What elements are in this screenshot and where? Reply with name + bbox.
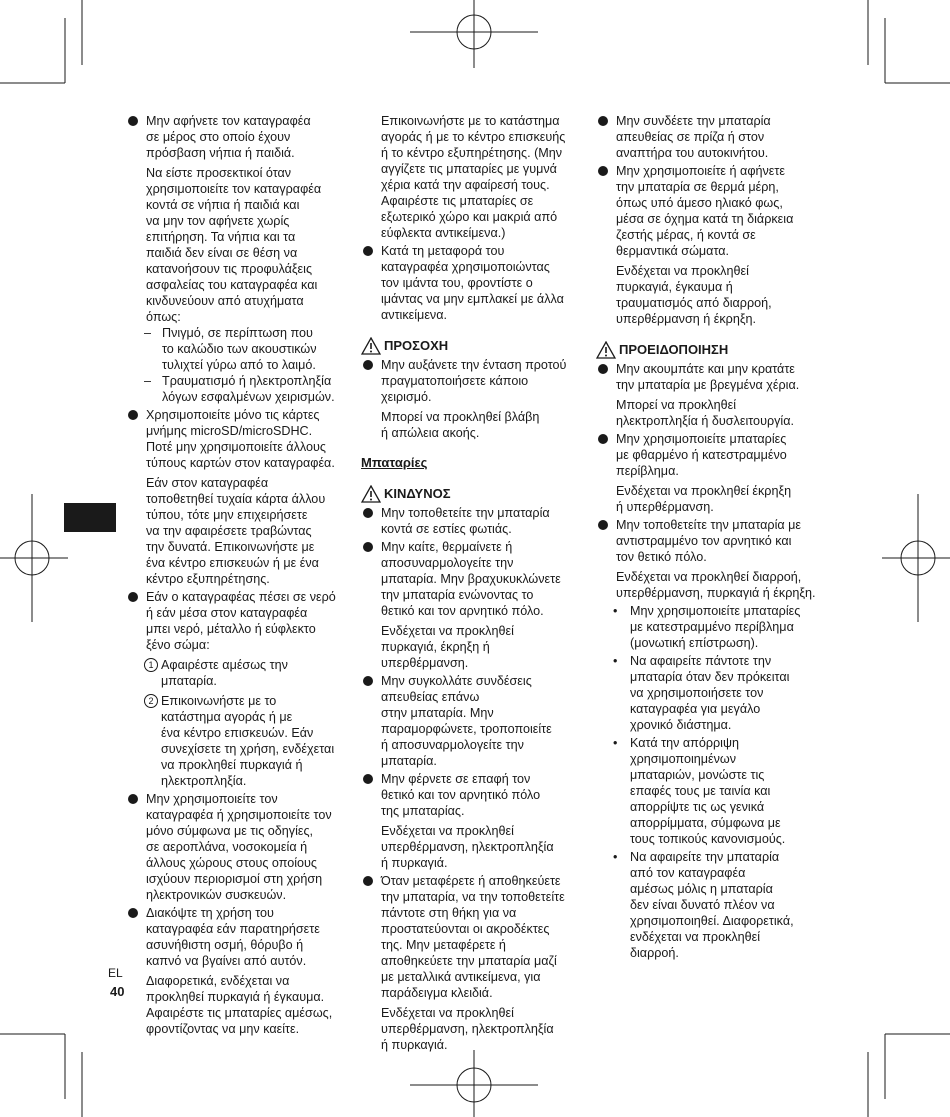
text-line: μπαταρία. Μην βραχυκυκλώνετε	[381, 572, 561, 586]
text-line: πυρκαγιά, έκρηξη ή	[381, 640, 490, 654]
text-line: Ενδέχεται να προκληθεί	[381, 1006, 514, 1020]
text-line: κατανοήσουν τις προφυλάξεις	[146, 262, 313, 276]
paragraph	[126, 165, 348, 325]
column-2	[361, 113, 583, 1053]
text-line: χέρια κατά την αφαίρεσή τους.	[381, 178, 550, 192]
registration-mark-bottom	[410, 1050, 538, 1117]
text-line: θετικό και τον αρνητικό πόλο.	[381, 604, 544, 618]
text-line: Μπορεί να προκληθεί	[616, 398, 737, 412]
text-line: ή υπερθέρμανση.	[616, 500, 714, 514]
text-line: κατάστημα αγοράς ή με	[161, 710, 293, 724]
text-line: αποσυναρμολογείτε την	[381, 556, 514, 570]
text-line: την μπαταρία με βρεγμένα χέρια.	[616, 378, 800, 392]
bullet-item	[126, 791, 348, 903]
text-line: τοποθετηθεί τυχαία κάρτα άλλου	[146, 492, 326, 506]
text-line: ισχύουν περιορισμοί στη χρήση	[146, 872, 323, 886]
text-line: καπνό να βγαίνει από αυτόν.	[146, 954, 307, 968]
bullet-item	[596, 361, 822, 393]
text-line: μπαταρία.	[381, 754, 437, 768]
text-line: τυλιχτεί γύρω από το λαιμό.	[162, 358, 316, 372]
text-line: τους τοπικούς κανονισμούς.	[630, 832, 786, 846]
text-line: καταγραφέα χρησιμοποιώντας	[381, 260, 550, 274]
text-line: Αφαιρέστε αμέσως την	[161, 658, 288, 672]
bullet-item	[361, 873, 583, 1001]
text-line: Μην αφήνετε τον καταγραφέα	[146, 114, 311, 128]
step-number: 1	[144, 658, 158, 672]
text-line: Χρησιμοποιείτε μόνο τις κάρτες	[146, 408, 320, 422]
page-number: 40	[110, 984, 125, 999]
text-line: τραυματισμός από διαρροή,	[616, 296, 772, 310]
step-number: 2	[144, 694, 158, 708]
text-line: Ενδέχεται να προκληθεί	[381, 824, 514, 838]
text-line: υπερθέρμανση, ηλεκτροπληξία	[381, 1022, 554, 1036]
text-line: υπερθέρμανση ή έκρηξη.	[616, 312, 756, 326]
text-line: εξωτερικό χώρο και μακριά από	[381, 210, 558, 224]
danger-title: ΚΙΝΔΥΝΟΣ	[384, 486, 451, 501]
bullet-item	[361, 357, 583, 405]
text-line: ηλεκτροπληξία.	[161, 774, 247, 788]
text-line: της. Μην μεταφέρετε ή	[381, 938, 506, 952]
paragraph	[361, 623, 583, 671]
text-line: ζεστής μέρας, ή κοντά σε	[616, 228, 756, 242]
paragraph	[596, 483, 822, 515]
text-line: Να είστε προσεκτικοί όταν	[146, 166, 292, 180]
step-text	[161, 657, 348, 689]
text-line: προκληθεί πυρκαγιά ή έγκαυμα.	[146, 990, 325, 1004]
warning-title: ΠΡΟΕΙΔΟΠΟΙΗΣΗ	[619, 342, 729, 357]
text-line: Μην τοποθετείτε την μπαταρία με	[616, 518, 802, 532]
sub-bullet-item	[596, 603, 822, 651]
paragraph	[361, 113, 583, 241]
text-line: (μονωτική επίστρωση).	[630, 636, 759, 650]
text-line: δεν είναι δυνατό πλέον να	[630, 898, 775, 912]
bullet-item	[126, 589, 348, 653]
paragraph	[596, 569, 822, 601]
paragraph	[596, 397, 822, 429]
paragraph	[361, 1005, 583, 1053]
text-line: διαρροή.	[630, 946, 679, 960]
text-line: ιμάντας να μην εμπλακεί με άλλα	[381, 292, 564, 306]
text-line: απευθείας επάνω	[381, 690, 480, 704]
text-line: όπως υπό άμεσο ηλιακό φως,	[616, 196, 783, 210]
paragraph	[126, 973, 348, 1037]
text-line: Μην καίτε, θερμαίνετε ή	[381, 540, 513, 554]
text-line: Μην χρησιμοποιείτε τον	[146, 792, 278, 806]
text-line: ασυνήθιστη οσμή, θόρυβο ή	[146, 938, 304, 952]
text-line: Μην χρησιμοποιείτε ή αφήνετε	[616, 164, 785, 178]
text-line: Επικοινωνήστε με το κατάστημα	[381, 114, 560, 128]
paragraph	[596, 263, 822, 327]
text-line: κοντά σε νήπια ή παιδιά και	[146, 198, 300, 212]
column-1	[126, 113, 348, 1037]
text-line: χρησιμοποιημένων	[630, 752, 737, 766]
text-line: κινδυνεύουν από ατυχήματα	[146, 294, 304, 308]
text-line: θετικό και τον αρνητικό πόλο	[381, 788, 541, 802]
text-line: φροντίζοντας να μην καείτε.	[146, 1022, 300, 1036]
text-line: πρόσβαση νήπια ή παιδιά.	[146, 146, 295, 160]
text-line: παιδιά δεν είναι σε θέση να	[146, 246, 298, 260]
text-line: ή πυρκαγιά.	[381, 856, 448, 870]
step-text	[161, 693, 348, 789]
text-line: Κατά την απόρριψη	[630, 736, 739, 750]
text-line: ένα κέντρο επισκευών. Εάν	[161, 726, 314, 740]
text-line: χρησιμοποιηθεί. Διαφορετικά,	[630, 914, 794, 928]
registration-mark-left	[0, 494, 68, 622]
paragraph	[126, 475, 348, 587]
text-line: Μην χρησιμοποιείτε μπαταρίες	[630, 604, 801, 618]
text-line: πάντοτε στη θήκη για να	[381, 906, 517, 920]
text-line: απευθείας σε πρίζα ή στον	[616, 130, 765, 144]
text-line: Μην αυξάνετε την ένταση προτού	[381, 358, 567, 372]
text-line: μπαταριών, μονώστε τις	[630, 768, 765, 782]
text-line: όπως:	[146, 310, 181, 324]
text-line: Μην φέρνετε σε επαφή τον	[381, 772, 531, 786]
text-line: ενδέχεται να προκληθεί	[630, 930, 761, 944]
text-line: Τραυματισμό ή ηλεκτροπληξία	[162, 374, 332, 388]
text-line: αμέσως μόλις η μπαταρία	[630, 882, 773, 896]
caution-title: ΠΡΟΣΟΧΗ	[384, 338, 449, 353]
text-line: αντικείμενα.	[381, 308, 448, 322]
warning-heading	[596, 341, 822, 359]
text-line: αποθηκεύετε την μπαταρία μαζί	[381, 954, 557, 968]
text-line: υπερθέρμανση, ηλεκτροπληξία	[381, 840, 554, 854]
bullet-item	[596, 517, 822, 565]
sub-bullet-item	[596, 735, 822, 847]
bullet-item	[361, 243, 583, 323]
text-line: Επικοινωνήστε με το	[161, 694, 277, 708]
text-line: την μπαταρία σε θερμά μέρη,	[616, 180, 779, 194]
text-line: να μην τον αφήνετε χωρίς	[146, 214, 290, 228]
text-line: ξένο σώμα:	[146, 638, 210, 652]
text-line: παραμορφώνετε, τροποποιείτε	[381, 722, 552, 736]
text-line: άλλους χώρους στους οποίους	[146, 856, 317, 870]
text-line: χειρισμό.	[381, 390, 432, 404]
text-line: την μπαταρία, να την τοποθετείτε	[381, 890, 565, 904]
dash-item	[126, 373, 348, 405]
dash-item	[126, 325, 348, 373]
text-line: σε αεροπλάνα, νοσοκομεία ή	[146, 840, 308, 854]
text-line: πραγματοποιήσετε κάποιο	[381, 374, 529, 388]
registration-mark-right	[882, 494, 950, 622]
text-line: Να αφαιρείτε την μπαταρία	[630, 850, 780, 864]
text-line: Διακόψτε τη χρήση του	[146, 906, 274, 920]
numbered-step	[126, 657, 348, 689]
text-line: αναπτήρα του αυτοκινήτου.	[616, 146, 769, 160]
bullet-item	[126, 407, 348, 471]
text-line: μπει νερό, μέταλλο ή εύφλεκτο	[146, 622, 316, 636]
warning-triangle-icon	[361, 485, 381, 503]
text-line: ή εάν μέσα στον καταγραφέα	[146, 606, 308, 620]
text-line: ή αποσυναρμολογείτε την	[381, 738, 524, 752]
text-line: Διαφορετικά, ενδέχεται να	[146, 974, 290, 988]
section-heading-batteries: Μπαταρίες	[361, 455, 428, 470]
bullet-item	[361, 505, 583, 537]
warning-triangle-icon	[361, 337, 381, 355]
text-line: Όταν μεταφέρετε ή αποθηκεύετε	[381, 874, 561, 888]
text-line: επαφές τους με ταινία και	[630, 784, 771, 798]
text-line: Μην συγκολλάτε συνδέσεις	[381, 674, 532, 688]
sub-bullet-item	[596, 653, 822, 733]
text-line: λόγων εσφαλμένων χειρισμών.	[162, 390, 335, 404]
text-line: ηλεκτρονικών συσκευών.	[146, 888, 287, 902]
text-line: Μην χρησιμοποιείτε μπαταρίες	[616, 432, 787, 446]
bullet-item	[596, 431, 822, 479]
text-line: την μπαταρία ενώνοντας το	[381, 588, 534, 602]
text-line: περίβλημα.	[616, 464, 679, 478]
text-line: το καλώδιο των ακουστικών	[162, 342, 317, 356]
text-line: Μην ακουμπάτε και μην κρατάτε	[616, 362, 795, 376]
paragraph	[361, 823, 583, 871]
text-line: ή πυρκαγιά.	[381, 1038, 448, 1052]
text-line: χρησιμοποιείτε τον καταγραφέα	[146, 182, 322, 196]
text-line: απορρίμματα, σύμφωνα με	[630, 816, 781, 830]
text-line: την δυνατά. Επικοινωνήστε με	[146, 540, 315, 554]
paragraph	[361, 409, 583, 441]
text-line: υπερθέρμανση, πυρκαγιά ή έκρηξη.	[616, 586, 816, 600]
text-line: καταγραφέα εάν παρατηρήσετε	[146, 922, 320, 936]
bullet-item	[361, 673, 583, 769]
text-line: Εάν στον καταγραφέα	[146, 476, 269, 490]
text-line: Ποτέ μην χρησιμοποιείτε άλλους	[146, 440, 326, 454]
text-line: υπερθέρμανση.	[381, 656, 469, 670]
text-line: μνήμης microSD/microSDHC.	[146, 424, 313, 438]
text-line: ασφαλείας του καταγραφέα και	[146, 278, 318, 292]
bullet-item	[596, 113, 822, 161]
text-line: από τον καταγραφέα	[630, 866, 746, 880]
section-tab	[64, 503, 116, 532]
text-line: αντιστραμμένο τον αρνητικό και	[616, 534, 792, 548]
text-line: Ενδέχεται να προκληθεί	[381, 624, 514, 638]
text-line: να την αφαιρέσετε τραβώντας	[146, 524, 312, 538]
text-line: προστατεύονται οι ακροδέκτες	[381, 922, 550, 936]
text-line: χρονικό διάστημα.	[630, 718, 732, 732]
text-line: με κατεστραμμένο περίβλημα	[630, 620, 794, 634]
text-line: τον θετικό πόλο.	[616, 550, 707, 564]
registration-mark-top	[410, 0, 538, 68]
text-line: ή το κέντρο εξυπηρέτησης. (Μην	[381, 146, 563, 160]
text-line: Ενδέχεται να προκληθεί	[616, 264, 749, 278]
text-line: εύφλεκτα αντικείμενα.)	[381, 226, 506, 240]
text-line: θερμαντικά σώματα.	[616, 244, 730, 258]
sub-bullet-item	[596, 849, 822, 961]
text-line: να προκληθεί πυρκαγιά ή	[161, 758, 303, 772]
bullet-item	[361, 539, 583, 619]
numbered-step	[126, 693, 348, 789]
text-line: παράδειγμα κλειδιά.	[381, 986, 493, 1000]
text-line: Εάν ο καταγραφέας πέσει σε νερό	[146, 590, 336, 604]
text-line: τύπου, τότε μην επιχειρήσετε	[146, 508, 308, 522]
text-line: τον ιμάντα του, φροντίστε ο	[381, 276, 533, 290]
text-line: με φθαρμένο ή κατεστραμμένο	[616, 448, 787, 462]
caution-heading	[361, 337, 583, 355]
text-line: μόνο σύμφωνα με τις οδηγίες,	[146, 824, 314, 838]
text-line: καταγραφέα για μεγάλο	[630, 702, 761, 716]
bullet-item	[361, 771, 583, 819]
text-line: Μην τοποθετείτε την μπαταρία	[381, 506, 550, 520]
text-line: Αφαιρέστε τις μπαταρίες αμέσως,	[146, 1006, 333, 1020]
text-line: τύπους καρτών στον καταγραφέα.	[146, 456, 335, 470]
text-line: κοντά σε εστίες φωτιάς.	[381, 522, 512, 536]
text-line: απορρίψτε τις ως γενικά	[630, 800, 765, 814]
text-line: ένα κέντρο επισκευών ή με ένα	[146, 556, 319, 570]
text-line: μπαταρία όταν δεν πρόκειται	[630, 670, 790, 684]
text-line: Να αφαιρείτε πάντοτε την	[630, 654, 772, 668]
text-line: επιτήρηση. Τα νήπια και τα	[146, 230, 296, 244]
text-line: Μπορεί να προκληθεί βλάβη	[381, 410, 540, 424]
warning-triangle-icon	[596, 341, 616, 359]
text-line: στην μπαταρία. Μην	[381, 706, 494, 720]
text-line: μέσα σε όχημα κατά τη διάρκεια	[616, 212, 794, 226]
text-line: καταγραφέα ή χρησιμοποιείτε τον	[146, 808, 332, 822]
bullet-item	[126, 905, 348, 969]
bullet-item	[596, 163, 822, 259]
text-line: μπαταρία.	[161, 674, 217, 688]
text-line: Αφαιρέστε τις μπαταρίες σε	[381, 194, 534, 208]
text-line: αγγίζετε τις μπαταρίες με γυμνά	[381, 162, 557, 176]
column-3	[596, 113, 822, 961]
language-label: EL	[108, 966, 123, 980]
text-line: Ενδέχεται να προκληθεί διαρροή,	[616, 570, 802, 584]
text-line: Κατά τη μεταφορά του	[381, 244, 505, 258]
text-line: ηλεκτροπληξία ή δυσλειτουργία.	[616, 414, 794, 428]
text-line: Ενδέχεται να προκληθεί έκρηξη	[616, 484, 792, 498]
text-line: να χρησιμοποιήσετε τον	[630, 686, 764, 700]
text-line: Πνιγμό, σε περίπτωση που	[162, 326, 313, 340]
danger-heading	[361, 485, 583, 503]
text-line: συνεχίσετε τη χρήση, ενδέχεται	[161, 742, 335, 756]
bullet-item	[126, 113, 348, 161]
text-line: πυρκαγιά, έγκαυμα ή	[616, 280, 733, 294]
text-line: κέντρο εξυπηρέτησης.	[146, 572, 270, 586]
text-line: αγοράς ή με το κέντρο επισκευής	[381, 130, 566, 144]
text-line: Μην συνδέετε την μπαταρία	[616, 114, 771, 128]
text-line: σε μέρος στο οποίο έχουν	[146, 130, 291, 144]
text-line: ή απώλεια ακοής.	[381, 426, 480, 440]
text-line: με μεταλλικά αντικείμενα, για	[381, 970, 541, 984]
text-line: της μπαταρίας.	[381, 804, 465, 818]
